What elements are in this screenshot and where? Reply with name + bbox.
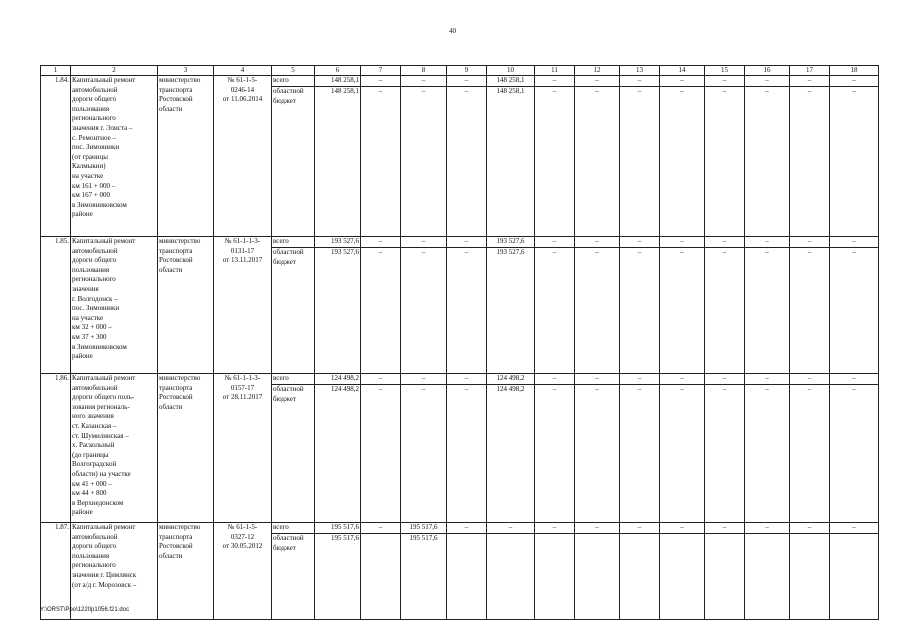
amount-cell: –	[575, 87, 620, 237]
column-header-11: 11	[535, 66, 575, 76]
amount-cell: –	[401, 76, 447, 87]
table-row	[41, 237, 879, 248]
funding-source	[272, 76, 315, 87]
amount-cell: –	[705, 76, 745, 87]
amount-cell: –	[745, 237, 790, 248]
amount-cell: 193 527,6	[487, 237, 535, 248]
amount-cell	[447, 534, 487, 620]
amount-cell: –	[361, 374, 401, 385]
column-header-8: 8	[401, 66, 447, 76]
amount-cell: –	[745, 385, 790, 523]
column-header-9: 9	[447, 66, 487, 76]
amount-cell: –	[487, 523, 535, 534]
amount-cell: –	[535, 87, 575, 237]
organization-text: министерство транспорта Ростовской области	[159, 237, 201, 274]
column-header-1: 1	[41, 66, 71, 76]
amount-cell: –	[620, 76, 660, 87]
amount-cell: –	[447, 76, 487, 87]
amount-cell	[620, 534, 660, 620]
file-path-footer: Y:\ORST\Ppo\1220p1056.f21.doc	[40, 607, 130, 613]
amount-cell: –	[447, 374, 487, 385]
amount-cell: –	[790, 248, 830, 374]
column-header-13: 13	[620, 66, 660, 76]
amount-cell: –	[535, 385, 575, 523]
row-number: 1.87.	[41, 523, 71, 620]
amount-cell	[535, 534, 575, 620]
amount-cell: –	[361, 87, 401, 237]
funding-source-text: всего	[273, 237, 289, 245]
funding-source	[272, 374, 315, 385]
amount-cell: 148 258,1	[487, 87, 535, 237]
responsible-organization	[158, 237, 214, 374]
column-header-4: 4	[214, 66, 272, 76]
amount-cell: –	[447, 385, 487, 523]
amount-cell: –	[660, 87, 705, 237]
funding-source	[272, 534, 315, 620]
amount-cell: 195 517,6	[315, 523, 361, 534]
column-header-5: 5	[272, 66, 315, 76]
funding-source	[272, 523, 315, 534]
funding-source-text: всего	[273, 374, 289, 382]
amount-cell: –	[620, 374, 660, 385]
amount-cell: –	[401, 385, 447, 523]
row-number: 1.84.	[41, 76, 71, 237]
column-number-header	[41, 66, 879, 76]
amount-cell	[361, 534, 401, 620]
amount-cell	[487, 534, 535, 620]
amount-cell	[745, 534, 790, 620]
organization-text: министерство транспорта Ростовской области	[159, 374, 201, 411]
amount-cell: –	[705, 237, 745, 248]
amount-cell: –	[705, 385, 745, 523]
amount-cell: 124 498,2	[487, 374, 535, 385]
amount-cell: –	[790, 523, 830, 534]
funding-source-text: областной бюджет	[273, 87, 304, 105]
amount-cell: –	[401, 374, 447, 385]
document-text: № 61-1-1-3- 0131-17 от 13.11.2017	[222, 237, 263, 265]
amount-cell: –	[660, 385, 705, 523]
responsible-organization	[158, 374, 214, 523]
amount-cell: –	[447, 87, 487, 237]
amount-cell: –	[575, 76, 620, 87]
amount-cell: –	[575, 374, 620, 385]
amount-cell: –	[575, 385, 620, 523]
column-header-10: 10	[487, 66, 535, 76]
amount-cell: –	[535, 76, 575, 87]
object-name-text: Капитальный ремонт автомобильной дороги общего пользования регионального значения г. Цимлянск (от а/д г. Морозовск –	[72, 523, 137, 589]
amount-cell: –	[401, 248, 447, 374]
document-text: № 61-1-5- 0246-14 от 11.06.2014	[222, 76, 263, 104]
object-name	[71, 374, 158, 523]
amount-cell: 195 517,6	[401, 534, 447, 620]
amount-cell: –	[660, 374, 705, 385]
object-name	[71, 523, 158, 620]
funding-source	[272, 87, 315, 237]
column-header-14: 14	[660, 66, 705, 76]
amount-cell: 124 498,2	[487, 385, 535, 523]
responsible-organization	[158, 76, 214, 237]
amount-cell: –	[745, 523, 790, 534]
amount-cell	[830, 534, 879, 620]
amount-cell: 195 517,6	[315, 534, 361, 620]
amount-cell	[660, 534, 705, 620]
amount-cell: –	[575, 237, 620, 248]
object-name	[71, 76, 158, 237]
table-row	[41, 76, 879, 87]
amount-cell: –	[705, 248, 745, 374]
amount-cell: –	[620, 237, 660, 248]
amount-cell: –	[401, 237, 447, 248]
document-text: № 61-1-5- 0327-12 от 30.05.2012	[222, 523, 263, 551]
expertise-document	[214, 374, 272, 523]
amount-cell: –	[830, 374, 879, 385]
amount-cell: –	[705, 523, 745, 534]
amount-cell: 124 498,2	[315, 385, 361, 523]
amount-cell: –	[620, 248, 660, 374]
amount-cell: 148 258,1	[315, 87, 361, 237]
amount-cell: –	[447, 248, 487, 374]
amount-cell: –	[361, 76, 401, 87]
object-name-text: Капитальный ремонт автомобильной дороги общего поль- зования региональ- ного значения ст. Казанская – ст. Шумилинская – х. Раскольный (до границы Волгоградской области) на участке км 41 + 000 – км 44 + 800 в Верхнедонском районе	[72, 374, 136, 517]
funding-source-text: областной бюджет	[273, 248, 304, 266]
funding-source-text: всего	[273, 523, 289, 531]
amount-cell	[790, 534, 830, 620]
document-text: № 61-1-1-3- 0157-17 от 28.11.2017	[222, 374, 263, 402]
column-header-6: 6	[315, 66, 361, 76]
object-name-text: Капитальный ремонт автомобильной дороги общего пользования регионального значения г. Волгодонск – пос. Зимовники на участке км 32 + 000 – км 37 + 300 в Зимовниковском районе	[72, 237, 136, 361]
responsible-organization	[158, 523, 214, 620]
column-header-16: 16	[745, 66, 790, 76]
amount-cell: –	[830, 76, 879, 87]
amount-cell: –	[830, 87, 879, 237]
investment-table	[40, 65, 879, 620]
amount-cell: –	[361, 237, 401, 248]
amount-cell: –	[535, 237, 575, 248]
funding-source-text: областной бюджет	[273, 534, 304, 552]
column-header-7: 7	[361, 66, 401, 76]
amount-cell: –	[790, 385, 830, 523]
amount-cell: 193 527,6	[315, 248, 361, 374]
amount-cell: 193 527,6	[315, 237, 361, 248]
amount-cell: 124 498,2	[315, 374, 361, 385]
row-number: 1.86.	[41, 374, 71, 523]
funding-source	[272, 385, 315, 523]
amount-cell: –	[790, 237, 830, 248]
expertise-document	[214, 76, 272, 237]
amount-cell: –	[535, 248, 575, 374]
column-header-15: 15	[705, 66, 745, 76]
amount-cell: –	[830, 385, 879, 523]
amount-cell: –	[790, 76, 830, 87]
amount-cell: –	[790, 374, 830, 385]
amount-cell: –	[361, 248, 401, 374]
table-row	[41, 523, 879, 534]
amount-cell: 148 258,1	[315, 76, 361, 87]
amount-cell: –	[535, 523, 575, 534]
amount-cell: –	[705, 374, 745, 385]
funding-source	[272, 248, 315, 374]
amount-cell: –	[660, 523, 705, 534]
amount-cell: 193 527,6	[487, 248, 535, 374]
amount-cell: –	[830, 248, 879, 374]
amount-cell: –	[535, 374, 575, 385]
column-header-18: 18	[830, 66, 879, 76]
amount-cell: –	[660, 76, 705, 87]
amount-cell: 195 517,6	[401, 523, 447, 534]
table-body	[41, 66, 879, 620]
amount-cell: –	[745, 76, 790, 87]
amount-cell: –	[830, 523, 879, 534]
amount-cell: –	[660, 248, 705, 374]
amount-cell: –	[830, 237, 879, 248]
column-header-3: 3	[158, 66, 214, 76]
amount-cell: –	[447, 523, 487, 534]
expertise-document	[214, 523, 272, 620]
amount-cell	[575, 534, 620, 620]
amount-cell: –	[575, 248, 620, 374]
column-header-2: 2	[71, 66, 158, 76]
object-name-text: Капитальный ремонт автомобильной дороги общего пользования регионального значения г. Элиста – с. Ремонтное – пос. Зимовники (от границы Калмыкии) на участке км 161 + 000 – км 167 + 000 в Зимовниковском районе	[72, 76, 136, 219]
row-number: 1.85.	[41, 237, 71, 374]
organization-text: министерство транспорта Ростовской области	[159, 76, 201, 113]
amount-cell: –	[620, 523, 660, 534]
amount-cell	[705, 534, 745, 620]
column-header-17: 17	[790, 66, 830, 76]
amount-cell: –	[401, 87, 447, 237]
amount-cell: –	[790, 87, 830, 237]
amount-cell: 148 258,1	[487, 76, 535, 87]
amount-cell: –	[620, 385, 660, 523]
column-header-12: 12	[575, 66, 620, 76]
funding-source-text: областной бюджет	[273, 385, 304, 403]
amount-cell: –	[745, 248, 790, 374]
organization-text: министерство транспорта Ростовской области	[159, 523, 201, 560]
amount-cell: –	[745, 87, 790, 237]
amount-cell: –	[361, 385, 401, 523]
amount-cell: –	[660, 237, 705, 248]
amount-cell: –	[575, 523, 620, 534]
amount-cell: –	[361, 523, 401, 534]
object-name	[71, 237, 158, 374]
amount-cell: –	[620, 87, 660, 237]
funding-source-text: всего	[273, 76, 289, 84]
table-row	[41, 374, 879, 385]
amount-cell: –	[705, 87, 745, 237]
funding-source	[272, 237, 315, 248]
amount-cell: –	[447, 237, 487, 248]
amount-cell: –	[745, 374, 790, 385]
expertise-document	[214, 237, 272, 374]
page-number: 40	[449, 27, 456, 35]
